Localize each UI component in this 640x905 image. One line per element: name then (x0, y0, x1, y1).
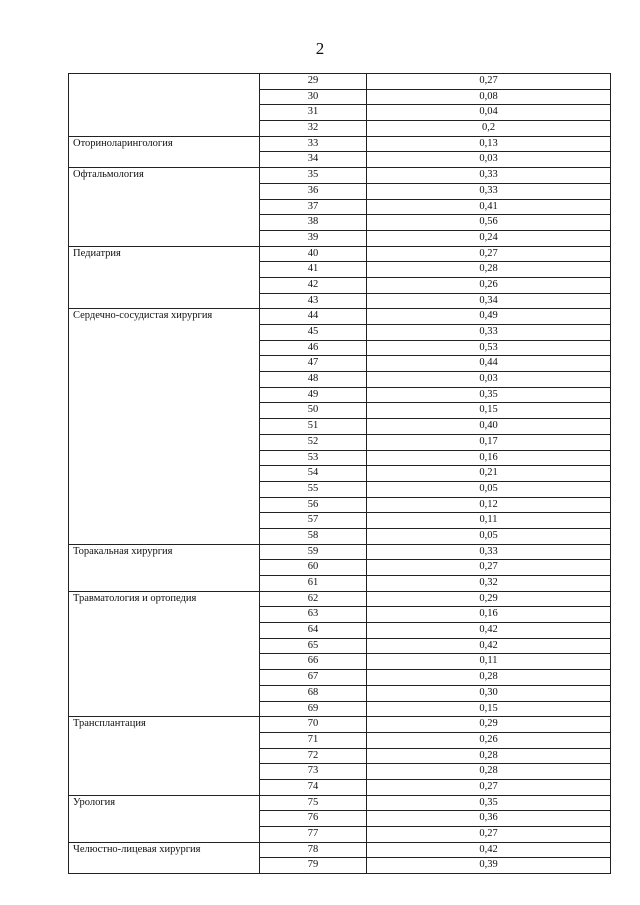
coefficient-cell: 0,53 (367, 340, 611, 356)
table-row (69, 246, 611, 262)
group-number-cell: 33 (260, 136, 367, 152)
group-number-cell: 48 (260, 372, 367, 388)
specialty-cell: Травматология и ортопедия (69, 591, 260, 717)
group-number-cell: 77 (260, 827, 367, 843)
coefficient-cell: 0,27 (367, 779, 611, 795)
coefficient-cell: 0,41 (367, 199, 611, 215)
group-number-cell: 60 (260, 560, 367, 576)
coefficient-cell: 0,39 (367, 858, 611, 874)
group-number-cell: 55 (260, 481, 367, 497)
coefficient-cell: 0,28 (367, 670, 611, 686)
coefficient-cell: 0,12 (367, 497, 611, 513)
coefficient-cell: 0,03 (367, 152, 611, 168)
specialty-cell: Оториноларингология (69, 136, 260, 167)
specialty-cell: Сердечно-сосудистая хирургия (69, 309, 260, 544)
group-number-cell: 34 (260, 152, 367, 168)
specialty-cell: Урология (69, 795, 260, 842)
coefficient-cell: 0,28 (367, 748, 611, 764)
group-number-cell: 61 (260, 576, 367, 592)
coefficient-cell: 0,2 (367, 121, 611, 137)
coefficient-cell: 0,08 (367, 89, 611, 105)
group-number-cell: 64 (260, 623, 367, 639)
group-number-cell: 45 (260, 325, 367, 341)
group-number-cell: 73 (260, 764, 367, 780)
coefficient-cell: 0,11 (367, 654, 611, 670)
page-number: 2 (315, 39, 325, 58)
group-number-cell: 74 (260, 779, 367, 795)
group-number-cell: 63 (260, 607, 367, 623)
coefficient-cell: 0,35 (367, 795, 611, 811)
coefficient-cell: 0,42 (367, 623, 611, 639)
table-row (69, 136, 611, 152)
group-number-cell: 59 (260, 544, 367, 560)
group-number-cell: 72 (260, 748, 367, 764)
group-number-cell: 52 (260, 434, 367, 450)
group-number-cell: 47 (260, 356, 367, 372)
coefficient-cell: 0,04 (367, 105, 611, 121)
coefficient-cell: 0,27 (367, 827, 611, 843)
table-row (69, 795, 611, 811)
group-number-cell: 57 (260, 513, 367, 529)
coefficient-cell: 0,40 (367, 419, 611, 435)
group-number-cell: 38 (260, 215, 367, 231)
group-number-cell: 32 (260, 121, 367, 137)
group-number-cell: 78 (260, 842, 367, 858)
coefficient-cell: 0,03 (367, 372, 611, 388)
coefficient-cell: 0,33 (367, 168, 611, 184)
specialty-cell: Челюстно-лицевая хирургия (69, 842, 260, 873)
coefficient-cell: 0,17 (367, 434, 611, 450)
coefficient-cell: 0,29 (367, 717, 611, 733)
group-number-cell: 75 (260, 795, 367, 811)
coefficient-cell: 0,13 (367, 136, 611, 152)
group-number-cell: 67 (260, 670, 367, 686)
group-number-cell: 69 (260, 701, 367, 717)
coefficient-cell: 0,28 (367, 764, 611, 780)
coefficient-cell: 0,33 (367, 544, 611, 560)
coefficient-cell: 0,33 (367, 325, 611, 341)
group-number-cell: 76 (260, 811, 367, 827)
table-row (69, 309, 611, 325)
table-row (69, 842, 611, 858)
coefficient-cell: 0,30 (367, 685, 611, 701)
coefficient-cell: 0,27 (367, 74, 611, 90)
group-number-cell: 40 (260, 246, 367, 262)
specialty-cell: Офтальмология (69, 168, 260, 246)
coefficient-cell: 0,16 (367, 450, 611, 466)
table-row (69, 544, 611, 560)
group-number-cell: 66 (260, 654, 367, 670)
group-number-cell: 79 (260, 858, 367, 874)
group-number-cell: 36 (260, 183, 367, 199)
coefficient-cell: 0,21 (367, 466, 611, 482)
coefficient-cell: 0,42 (367, 638, 611, 654)
coefficient-cell: 0,34 (367, 293, 611, 309)
coefficient-cell: 0,05 (367, 481, 611, 497)
group-number-cell: 65 (260, 638, 367, 654)
coefficient-cell: 0,15 (367, 701, 611, 717)
group-number-cell: 70 (260, 717, 367, 733)
coefficient-cell: 0,42 (367, 842, 611, 858)
specialty-cell: Трансплантация (69, 717, 260, 795)
table-row (69, 168, 611, 184)
specialty-cell (69, 74, 260, 137)
group-number-cell: 30 (260, 89, 367, 105)
group-number-cell: 42 (260, 277, 367, 293)
coefficient-cell: 0,35 (367, 387, 611, 403)
coefficient-cell: 0,11 (367, 513, 611, 529)
group-number-cell: 53 (260, 450, 367, 466)
group-number-cell: 37 (260, 199, 367, 215)
coefficient-cell: 0,33 (367, 183, 611, 199)
coefficient-cell: 0,29 (367, 591, 611, 607)
coefficient-cell: 0,32 (367, 576, 611, 592)
group-number-cell: 46 (260, 340, 367, 356)
group-number-cell: 56 (260, 497, 367, 513)
coefficient-cell: 0,16 (367, 607, 611, 623)
coefficient-cell: 0,56 (367, 215, 611, 231)
coefficient-cell: 0,27 (367, 560, 611, 576)
coefficient-cell: 0,05 (367, 528, 611, 544)
group-number-cell: 41 (260, 262, 367, 278)
group-number-cell: 39 (260, 230, 367, 246)
coefficient-cell: 0,49 (367, 309, 611, 325)
group-number-cell: 49 (260, 387, 367, 403)
group-number-cell: 54 (260, 466, 367, 482)
coefficient-cell: 0,26 (367, 277, 611, 293)
group-number-cell: 44 (260, 309, 367, 325)
coefficient-cell: 0,15 (367, 403, 611, 419)
group-number-cell: 50 (260, 403, 367, 419)
group-number-cell: 31 (260, 105, 367, 121)
group-number-cell: 35 (260, 168, 367, 184)
group-number-cell: 43 (260, 293, 367, 309)
specialty-cell: Педиатрия (69, 246, 260, 309)
coefficient-cell: 0,28 (367, 262, 611, 278)
coefficient-cell: 0,26 (367, 732, 611, 748)
coefficients-table (68, 73, 611, 874)
group-number-cell: 62 (260, 591, 367, 607)
group-number-cell: 51 (260, 419, 367, 435)
specialty-cell: Торакальная хирургия (69, 544, 260, 591)
coefficient-cell: 0,27 (367, 246, 611, 262)
group-number-cell: 58 (260, 528, 367, 544)
group-number-cell: 71 (260, 732, 367, 748)
table-row (69, 74, 611, 90)
coefficient-cell: 0,44 (367, 356, 611, 372)
table-row (69, 717, 611, 733)
coefficient-cell: 0,36 (367, 811, 611, 827)
table-body (69, 74, 611, 874)
group-number-cell: 29 (260, 74, 367, 90)
group-number-cell: 68 (260, 685, 367, 701)
coefficient-cell: 0,24 (367, 230, 611, 246)
table-row (69, 591, 611, 607)
